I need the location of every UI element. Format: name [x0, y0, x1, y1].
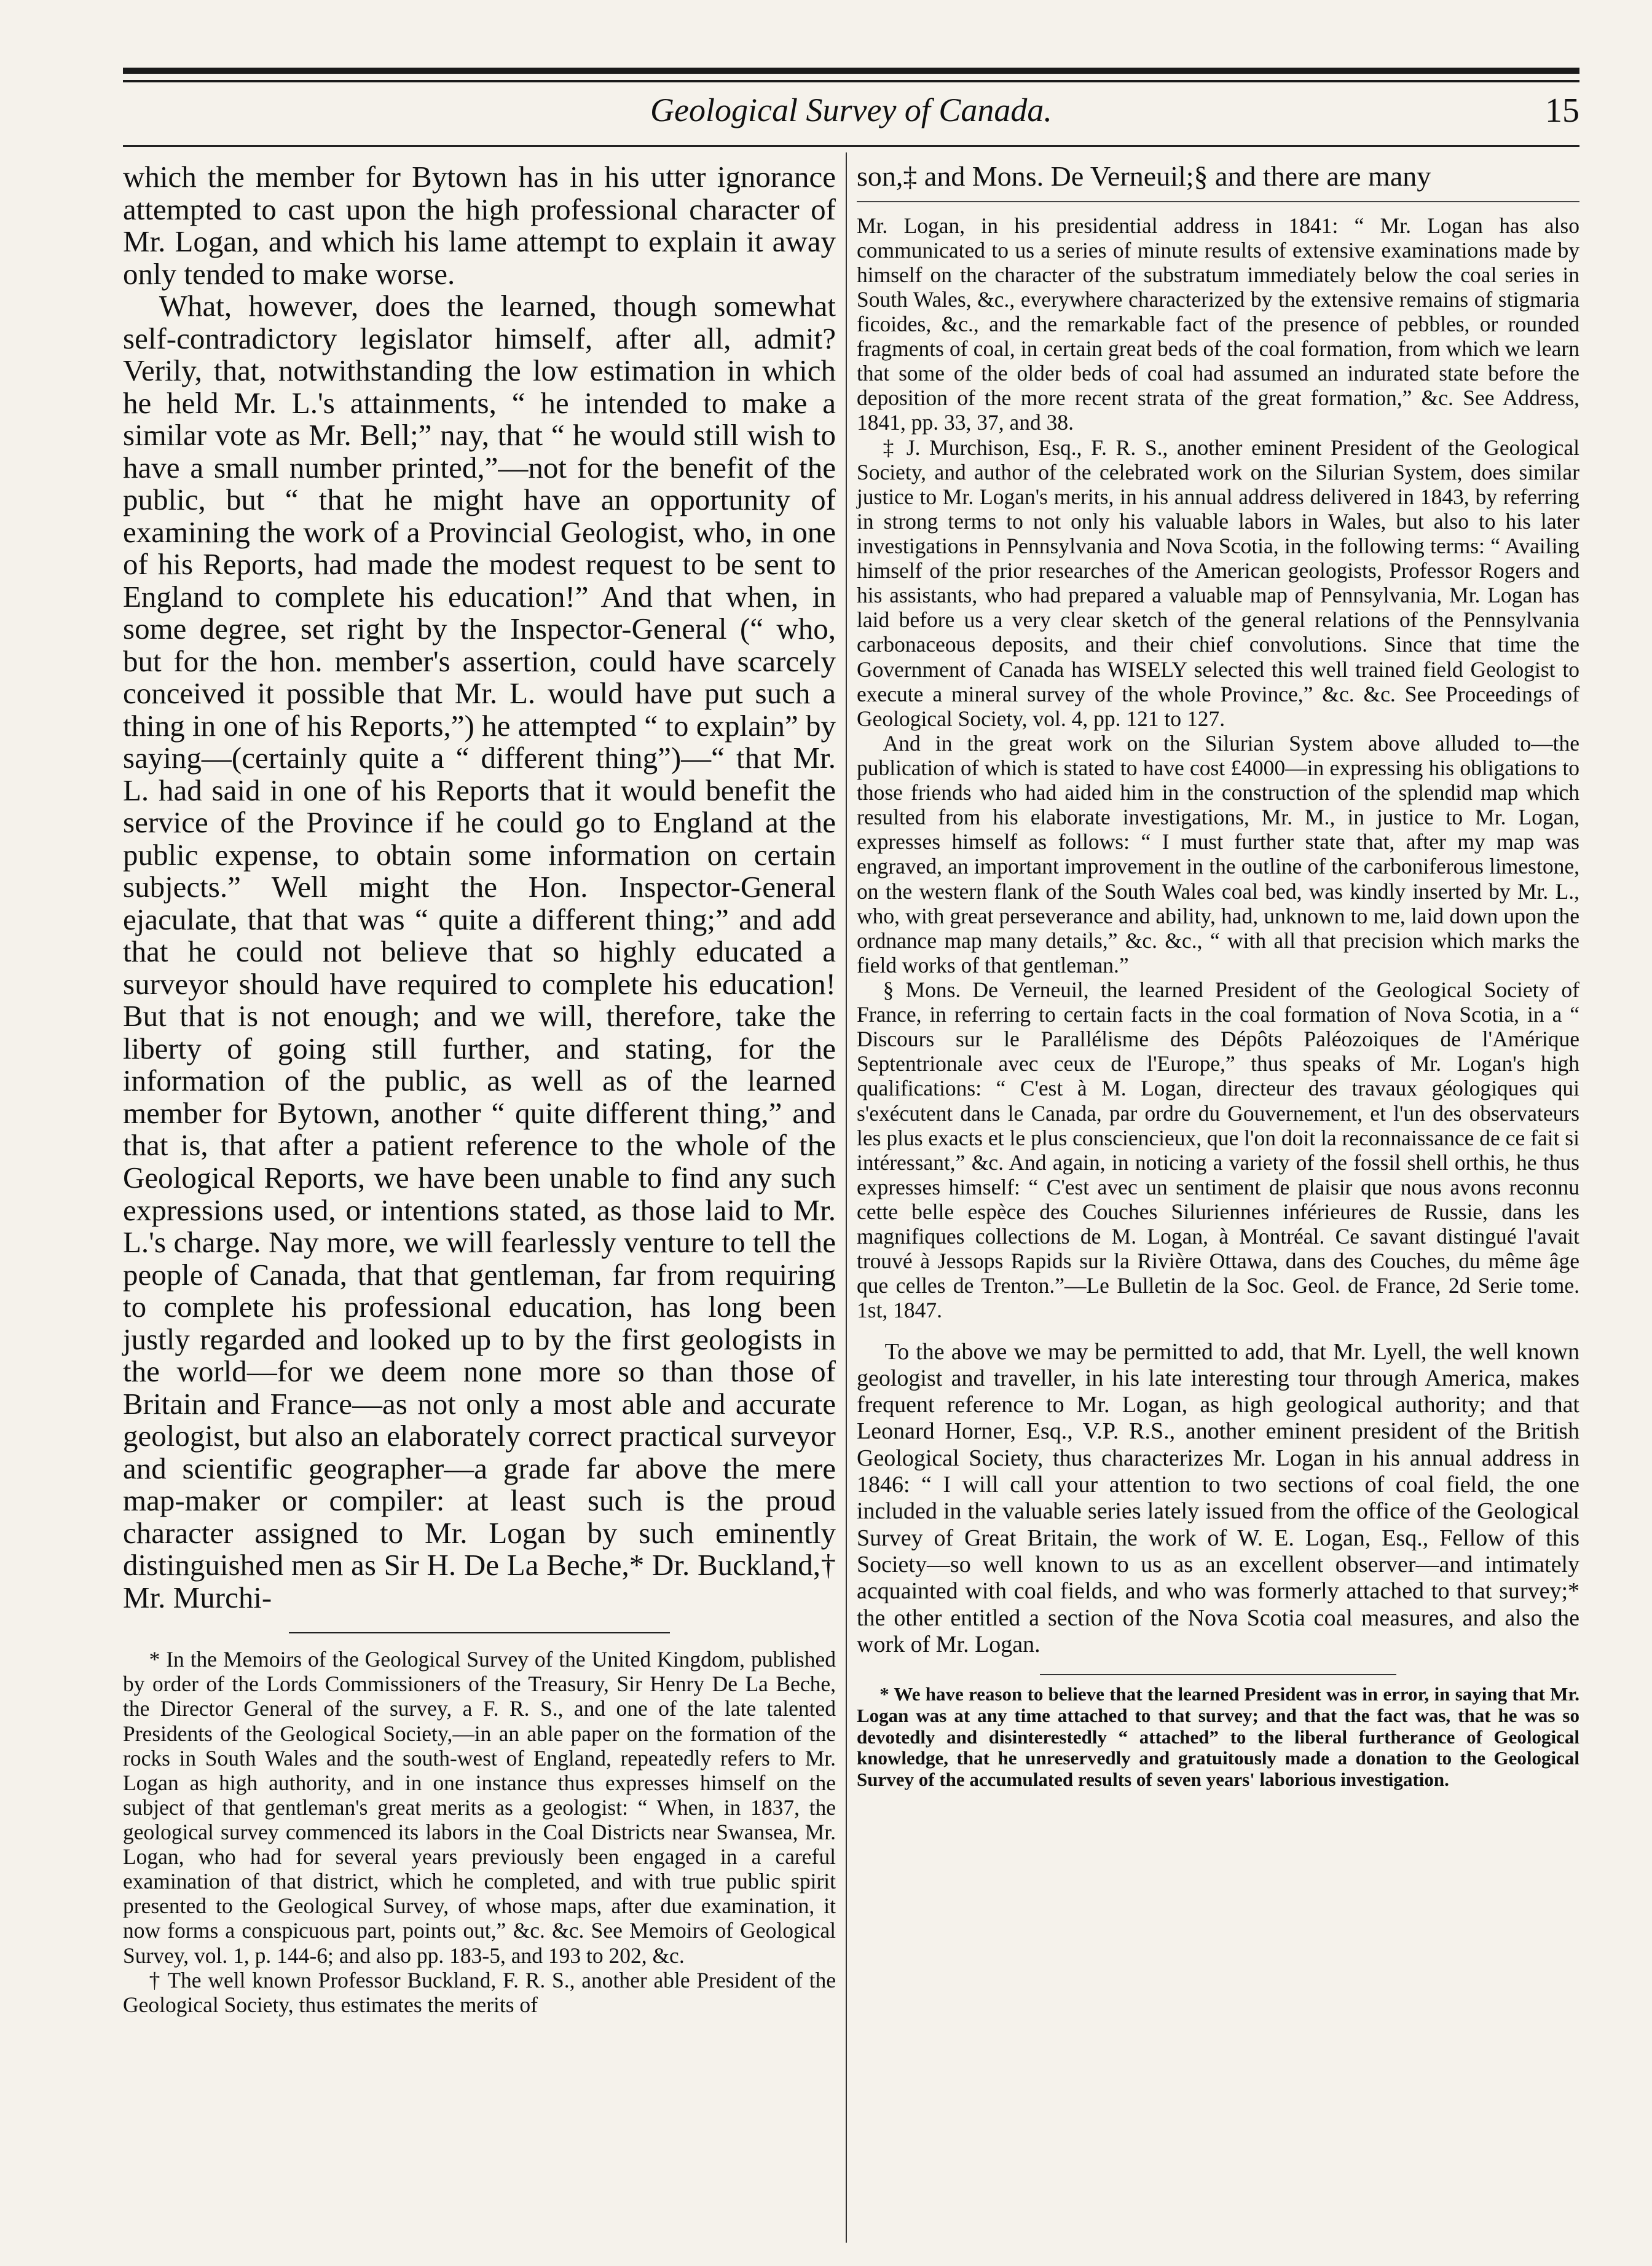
running-title: Geological Survey of Canada. — [650, 92, 1052, 128]
note: Mr. Logan, in his presidential address in 1841: “ Mr. Logan has also communicated to us a series of minute results of extensive examinations made by himself on the character of the substratum immediately below the coal series in South Wales, &c., everywhere characterized by the extensive remains of stigmaria ficoides, &c., and the remarkable fact of the presence of pebbles, or rounded fragments of coal, in certain great beds of the coal formation, from which we learn that some of the older beds of coal had assumed an indurated state before the deposition of the more recent strata of the great formation,” &c. See Address, 1841, pp. 33, 37, and 38. — [857, 213, 1579, 435]
notes-rule — [857, 201, 1579, 202]
running-header — [123, 91, 1579, 140]
left-footnotes — [123, 1647, 836, 2017]
left-column — [123, 161, 836, 2017]
note: § Mons. De Verneuil, the learned President of the Geological Society of France, in referring to certain facts in the coal formation of Nova Scotia, in a “ Discours sur le Parallélisme des Dépôts Paléozoiques de l'Amérique Septentrionale avec ceux de l'Europe,” thus speaks of Mr. Logan's high qualifications: “ C'est à M. Logan, directeur des travaux géologiques qui s'exécutent dans le Canada, par ordre du Gouvernement, et l'un des observateurs les plus exacts et le plus consciencieux, que l'on doit la reconnaissance de ce fait si intéressant,” &c. And again, in noticing a variety of the fossil shell orthis, he thus expresses himself: “ C'est avec un sentiment de plaisir que nous avons reconnu cette belle espèce des Couches Siluriennes inférieures de Russie, dans les magnifiques collections de M. Logan, à Montréal. Ce savant distingué l'avait trouvé à Jessops Rapids sur la Rivière Ottawa, dans des Couches, du même âge que celles de Trenton.”—Le Bulletin de la Soc. Geol. de France, 2d Serie tome. 1st, 1847. — [857, 977, 1579, 1323]
footnote-rule — [289, 1632, 670, 1633]
right-notes — [857, 213, 1579, 1323]
top-rule-thick — [123, 68, 1579, 74]
right-column — [857, 161, 1579, 1791]
column-divider — [846, 152, 847, 2243]
right-footnote — [857, 1684, 1579, 1791]
paragraph: What, however, does the learned, though somewhat self-contradictory legislator himself, after all, admit? Verily, that, notwithstanding the low estimation in which he held Mr. L.'s attainments, “ he intended to make a similar vote as Mr. Bell;” nay, that “ he would still wish to have a small number printed,”—not for the benefit of the public, but “ that he might have an opportunity of examining the work of a Provincial Geologist, who, in one of his Reports, had made the modest request to be sent to England to complete his education!” And that when, in some degree, set right by the Inspector-General (“ who, but for the hon. member's assertion, could have scarcely conceived it possible that Mr. L. would have put such a thing in one of his Reports,”) he attempted “ to explain” by saying—(certainly quite a “ different thing”)—“ that Mr. L. had said in one of his Reports that it would benefit the service of the Province if he could go to England at the public expense, to obtain some information on certain subjects.” Well might the Hon. Inspector-General ejaculate, that that was “ quite a different thing;” and add that he could not believe that so highly educated a surveyor should have required to complete his education! But that is not enough; and we will, therefore, take the liberty of going still further, and stating, for the information of the public, as well as of the learned member for Bytown, another “ quite different thing,” and that is, that after a patient reference to the whole of the Geological Reports, we have been unable to find any such expressions used, or intentions stated, as those laid to Mr. L.'s charge. Nay more, we will fearlessly venture to tell the people of Canada, that that gentleman, far from requiring to complete his professional education, has long been justly regarded and looked up to by the first geologists in the world—for we deem none more so than those of Britain and France—as not only a most able and accurate geologist, but also an elaborately correct practical surveyor and scientific geographer—a grade far above the mere map-maker or compiler: at least such is the proud character assigned to Mr. Logan by such eminently distinguished men as Sir H. De La Beche,* Dr. Buckland,† Mr. Murchi- — [123, 289, 836, 1614]
paragraph: To the above we may be permitted to add, that Mr. Lyell, the well known geologist and traveller, in his late interesting tour through America, makes frequent reference to Mr. Logan, as high geological authority; and that Leonard Horner, Esq., V.P. R.S., another eminent president of the British Geological Society, thus characterizes Mr. Logan in his annual address in 1846: “ I will call your attention to two sections of coal field, the one included in the valuable series lately issued from the office of the Geological Survey of Great Britain, the work of W. E. Logan, Esq., Fellow of this Society—so well known to us as an excellent observer—and intimately acquainted with coal fields, and who was formerly attached to that survey;* the other entitled a section of the Nova Scotia coal measures, and also the work of Mr. Logan. — [857, 1338, 1579, 1657]
header-rule — [123, 145, 1579, 147]
note: ‡ J. Murchison, Esq., F. R. S., another eminent President of the Geological Society, and author of the celebrated work on the Silurian System, does similar justice to Mr. Logan's merits, in his annual address delivered in 1843, by referring in strong terms to not only his valuable labors in Wales, but also to his later investigations in Pennsylvania and Nova Scotia, in the following terms: “ Availing himself of the prior researches of the American geologists, Professor Rogers and his assistants, who had prepared a valuable map of Pennsylvania, Mr. Logan has laid before us a very clear sketch of the general relations of the Pennsylvania carbonaceous deposits, and their chief convolutions. Since that time the Government of Canada has WISELY selected this well trained field Geologist to execute a mineral survey of the whole Province,” &c. &c. See Proceedings of Geological Society, vol. 4, pp. 121 to 127. — [857, 435, 1579, 731]
right-mid-text — [857, 1339, 1579, 1659]
footnote: * We have reason to believe that the learned President was in error, in saying that Mr. Logan was at any time attached to that survey; and that the fact was, that he was so devotedly and disinterestedly “ attached” to the liberal furtherance of Geological knowledge, that he unreservedly and gratuitously made a donation to the Geological Survey of the accumulated results of seven years' laborious investigation. — [857, 1683, 1579, 1791]
paragraph: which the member for Bytown has in his utter ignorance attempted to cast upon the high professional character of Mr. Logan, and which his lame attempt to explain it away only tended to make worse. — [123, 160, 836, 291]
footnote: † The well known Professor Buckland, F. R. S., another able President of the Geological Society, thus estimates the merits of — [123, 1967, 836, 2017]
page-number: 15 — [1545, 92, 1579, 130]
footnote: * In the Memoirs of the Geological Survey of the United Kingdom, published by order of the Lords Commissioners of the Treasury, Sir Henry De La Beche, the Director General of the survey, a F. R. S., and one of the late talented Presidents of the Geological Society,—in an able paper on the formation of the rocks in South Wales and the south-west of England, repeatedly refers to Mr. Logan as high authority, and in one instance thus expresses himself on the subject of that gentleman's great merits as a geologist: “ When, in 1837, the geological survey commenced its labors in the Coal Districts near Swansea, Mr. Logan, who had for several years previously been engaged in a careful examination of that district, which he completed, and with true public spirit presented to the Geological Survey, of whose maps, after due examination, it now forms a conspicuous part, points out,” &c. &c. See Memoirs of Geological Survey, vol. 1, p. 144-6; and also pp. 183-5, and 193 to 202, &c. — [123, 1647, 836, 1968]
right-main-text — [857, 161, 1579, 192]
note: And in the great work on the Silurian System above alluded to—the publication of which is stated to have cost £4000—in expressing his obligations to those friends who had aided him in the construction of the splendid map which resulted from his elaborate investigations, Mr. M., in justice to Mr. Logan, expresses himself as follows: “ I must further state that, after my map was engraved, an important improvement in the outline of the carboniferous limestone, on the western flank of the South Wales coal bed, was kindly inserted by Mr. L., who, with great perseverance and ability, had, unknown to me, laid down upon the ordnance map many details,” &c. &c., “ with all that precision which marks the field works of that gentleman.” — [857, 730, 1579, 977]
left-main-text — [123, 161, 836, 1614]
footnote-rule — [1040, 1674, 1396, 1675]
top-rule-thin — [123, 80, 1579, 82]
paragraph: son,‡ and Mons. De Verneuil;§ and there are many — [857, 160, 1431, 192]
